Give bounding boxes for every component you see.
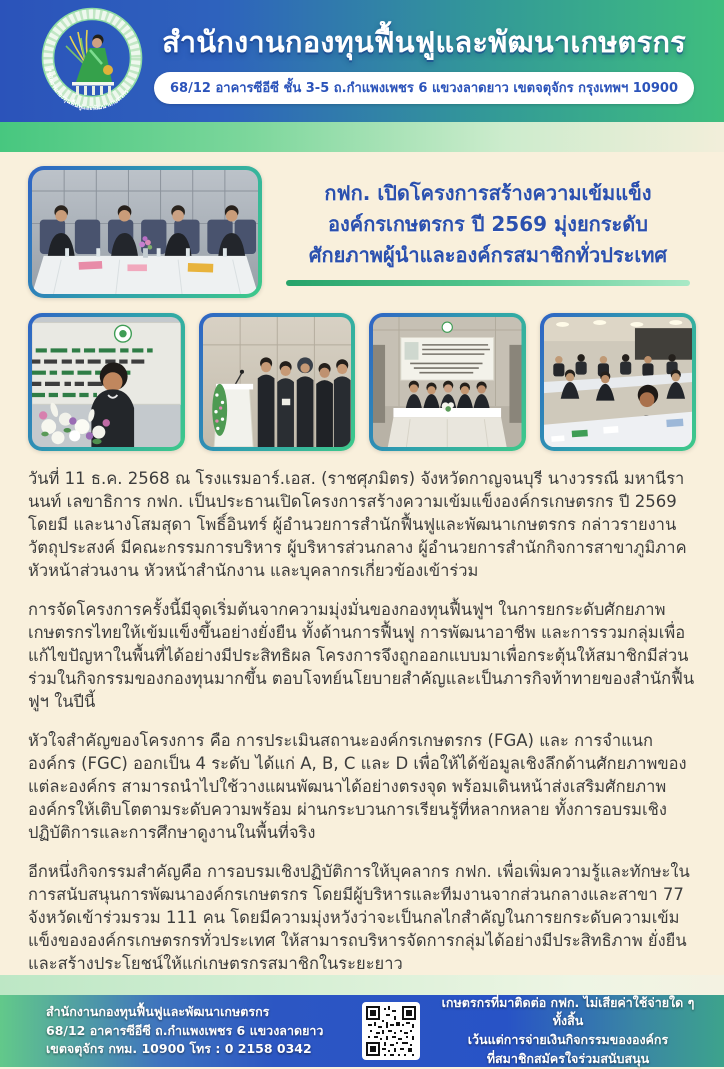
footer-notice: [434, 994, 702, 1069]
gallery-photo-2: [199, 313, 356, 451]
footer-notice-line-2: เว้นแต่การจ่ายเงินกิจกรรมขององค์กร: [467, 1032, 669, 1047]
gallery-photo-1: [28, 313, 185, 451]
article-paragraph-2: การจัดโครงการครั้งนี้มีจุดเริ่มต้นจากความมุ่งมั่นของกองทุนฟื้นฟูฯ ในการยกระดับศักยภาพเกษตรกรไทยให้เข้มแข็งขึ้นอย่างยั่งยืน ทั้งด้านการฟื้นฟู การพัฒนาอาชีพ และการรวมกลุ่มเพื่อแก้ไขปัญหาในพื้นที่ได้อย่างมีประสิทธิผล โครงการจึงถูกออกแบบมาเพื่อกระตุ้นให้สมาชิกมีส่วนร่วมในกิจกรรมของกองทุนมากขึ้น ตอบโจทย์นโยบายสำคัญและเป็นภารกิจท้าทายของสำนักฟื้นฟูฯ ในปีนี้: [28, 600, 695, 711]
footer-address: [46, 1003, 348, 1059]
headline-underline: [286, 280, 690, 286]
article-body: [28, 467, 696, 975]
gallery-photo-3: [369, 313, 526, 451]
headline-line-3: ศักยภาพผู้นำและองค์กรสมาชิกทั่วประเทศ: [308, 243, 668, 267]
footer-address-line-3: เขตจตุจักร กทม. 10900 โทร : 0 2158 0342: [46, 1041, 312, 1057]
footer-banner: [0, 995, 724, 1067]
farmer-fund-emblem-icon: [36, 6, 148, 118]
header-transition-band: [0, 122, 724, 152]
headline-block: [280, 178, 696, 286]
org-name-title: สำนักงานกองทุนฟื้นฟูและพัฒนาเกษตรกร: [162, 24, 686, 59]
footer-transition-band: [0, 975, 724, 995]
address-pill: 68/12 อาคารซีอีซี ชั้น 3-5 ถ.กำแพงเพชร 6 แขวงลาดยาว เขตจตุจักร กรุงเทพฯ 10900: [154, 72, 694, 104]
article-paragraph-4: อีกหนึ่งกิจกรรมสำคัญคือ การอบรมเชิงปฏิบัติการให้บุคลากร กฟก. เพื่อเพิ่มความรู้และทักษะในการสนับสนุนการพัฒนาองค์กรเกษตรกร โดยมีผู้บริหารและทีมงานจากส่วนกลางและสาขา 77 จังหวัดเข้าร่วมรวม 111 คน โดยมีความมุ่งหวังว่าจะเป็นกลไกสำคัญในการยกระดับความเข้มแข็งขององค์กรเกษตรกรทั่วประเทศ ให้สามารถบริหารจัดการกลุ่มได้อย่างมีประสิทธิภาพ ยั่งยืน และสร้างประโยชน์ให้แก่เกษตรกรสมาชิกในระยะยาว: [28, 862, 690, 973]
footer-address-line-2: 68/12 อาคารซีอีซี ถ.กำแพงเพชร 6 แขวงลาดยาว: [46, 1022, 324, 1038]
hero-photo: [28, 166, 262, 298]
photo-gallery: [28, 313, 696, 451]
footer-notice-line-3: ที่สมาชิกสมัครใจร่วมสนับสนุน: [486, 1050, 650, 1066]
logo-ring-text: สำนักงานกองทุนฟื้นฟูและพัฒนาเกษตรกร: [44, 67, 131, 113]
article-content: [0, 152, 724, 975]
headline-line-1: กฟก. เปิดโครงการสร้างความเข้มแข็ง: [324, 181, 652, 205]
article-paragraph-1: วันที่ 11 ธ.ค. 2568 ณ โรงแรมอาร์.เอส. (ราชศุภมิตร) จังหวัดกาญจนบุรี นางวรรณี มหานีรานนท์ เลขาธิการ กฟก. เป็นประธานเปิดโครงการสร้างความเข้มแข็งองค์กรเกษตรกร ปี 2569 โดยมี และนางโสมสุดา โพธิ์อินทร์ ผู้อำนวยการสำนักฟื้นฟูและพัฒนาเกษตรกร กล่าวรายงานวัตถุประสงค์ มีคณะกรรมการบริหาร ผู้บริหารส่วนกลาง ผู้อำนวยการสำนักกิจการสาขาภูมิภาค หัวหน้าส่วนงาน หัวหน้าสำนักงาน และบุคลากรเกี่ยวข้องเข้าร่วม: [28, 469, 687, 580]
hero-section: [28, 166, 696, 298]
article-paragraph-3: หัวใจสำคัญของโครงการ คือ การประเมินสถานะองค์กรเกษตรกร (FGA) และ การจำแนกองค์กร (FGC) ออกเป็น 4 ระดับ ได้แก่ A, B, C และ D เพื่อให้ได้ข้อมูลเชิงลึกด้านศักยภาพของแต่ละองค์กร สามารถนำไปใช้วางแผนพัฒนาได้อย่างตรงจุด พร้อมเดินหน้าส่งเสริมศักยภาพองค์กรให้เติบโตตามระดับความพร้อม ผ่านกระบวนการเรียนรู้ที่หลากหลาย ทั้งการอบรมเชิงปฏิบัติการและการศึกษาดูงานในพื้นที่จริง: [28, 731, 687, 842]
headline-line-2: องค์กรเกษตรกร ปี 2569 มุ่งยกระดับ: [328, 212, 648, 236]
header-banner: [0, 0, 724, 122]
header-texts: [148, 19, 706, 104]
gallery-photo-4: [540, 313, 697, 451]
footer-address-line-1: สำนักงานกองทุนฟื้นฟูและพัฒนาเกษตรกร: [46, 1003, 270, 1019]
footer-notice-line-1: เกษตรกรที่มาติดต่อ กฟก. ไม่เสียค่าใช้จ่ายใด ๆ ทั้งสิ้น: [441, 994, 695, 1029]
qr-code-icon: [362, 1002, 420, 1060]
